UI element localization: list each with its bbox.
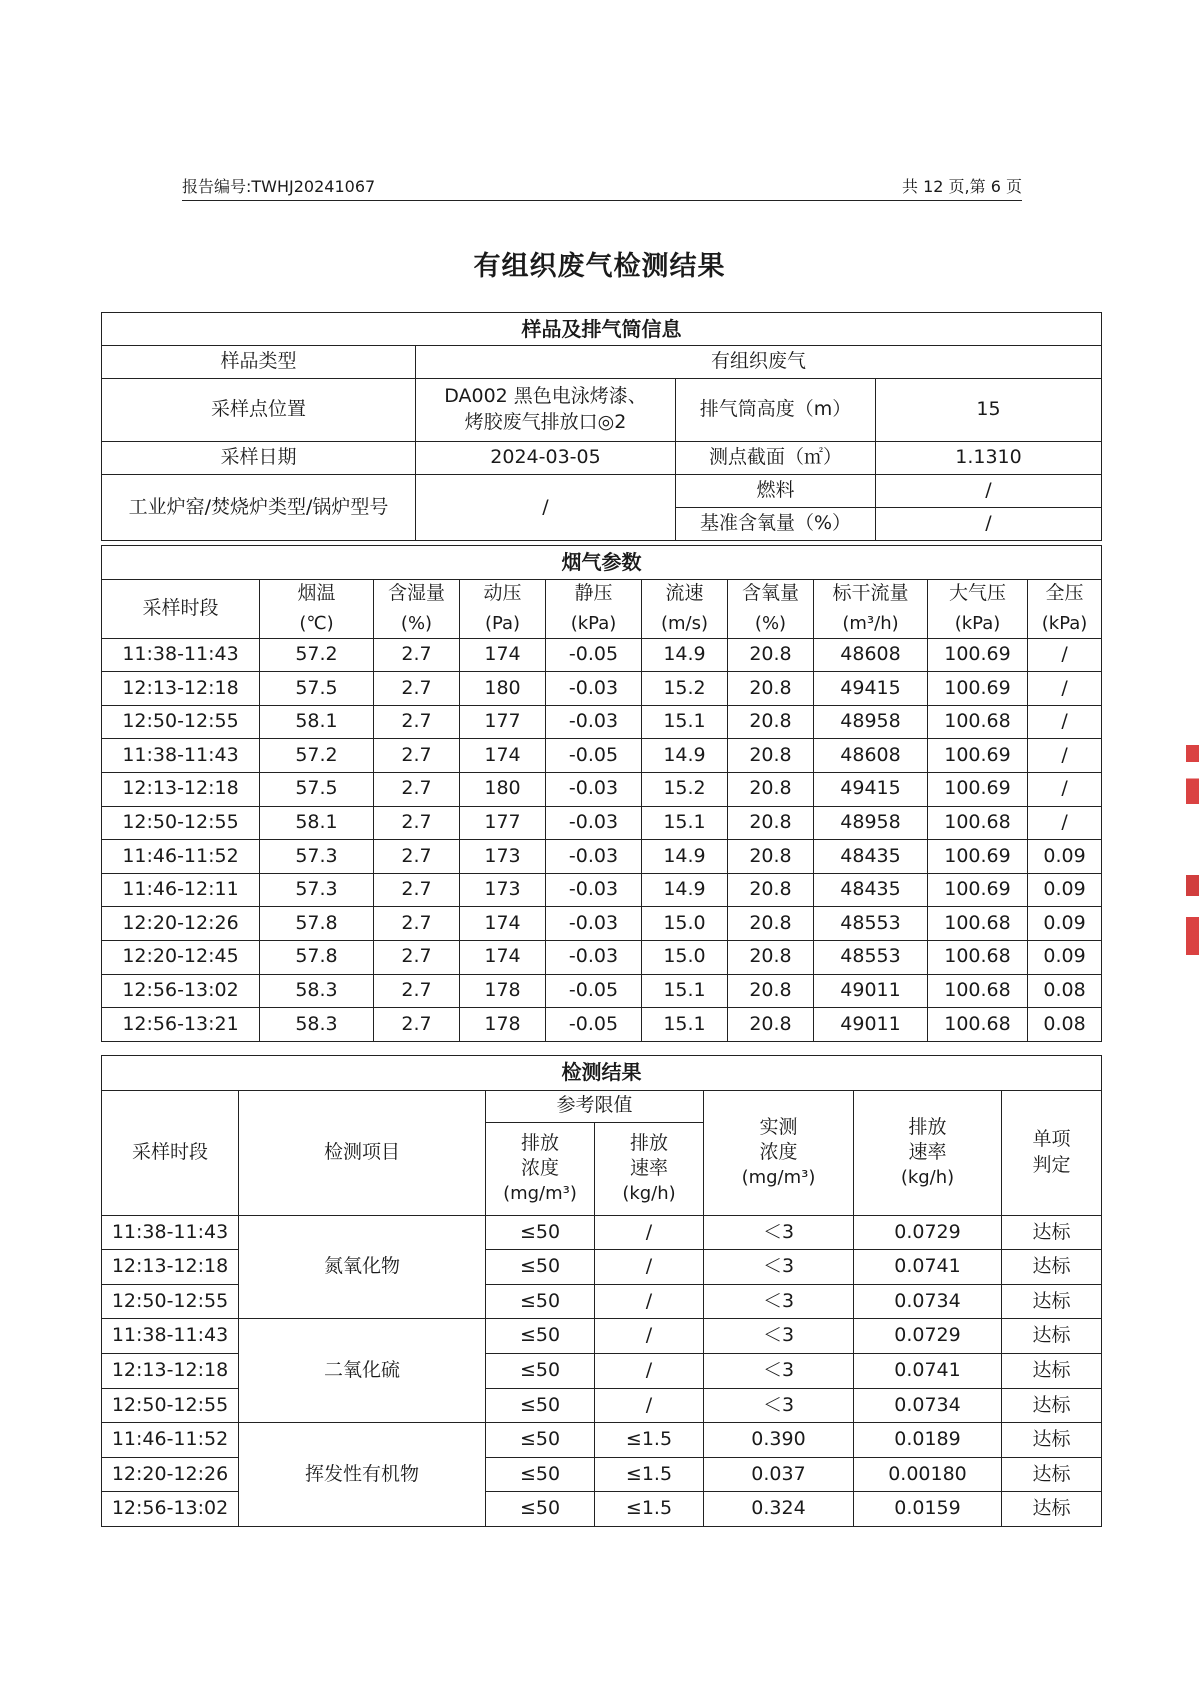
flue-gas-header-cell xyxy=(460,579,546,638)
flue-gas-cell: 100.69 xyxy=(928,873,1028,907)
header-unit: (℃) xyxy=(299,613,334,635)
flue-gas-cell: 0.08 xyxy=(1028,1008,1102,1042)
result-cell: 0.0729 xyxy=(854,1319,1002,1354)
flue-gas-cell: 2.7 xyxy=(374,672,460,706)
result-cell: 达标 xyxy=(1002,1284,1102,1319)
flue-gas-cell: 14.9 xyxy=(642,739,728,773)
result-time: 12:13-12:18 xyxy=(102,1353,239,1388)
results-header-ref-rate xyxy=(595,1122,704,1215)
result-cell: ≤50 xyxy=(486,1284,595,1319)
red-seal-stamp xyxy=(1186,745,1199,955)
results-body xyxy=(102,1215,1102,1526)
flue-gas-cell: 15.1 xyxy=(642,1008,728,1042)
h-ref-rate-3: (kg/h) xyxy=(622,1183,676,1205)
result-cell: ＜3 xyxy=(704,1388,854,1423)
flue-gas-cell: 48435 xyxy=(814,873,928,907)
result-cell: 0.0734 xyxy=(854,1388,1002,1423)
result-cell: ≤50 xyxy=(486,1423,595,1458)
flue-gas-header-row xyxy=(102,579,1102,638)
flue-gas-table xyxy=(101,545,1102,1042)
flue-gas-cell: 49415 xyxy=(814,672,928,706)
table-row xyxy=(102,672,1102,706)
sample-info-table xyxy=(101,312,1102,541)
flue-gas-cell: 12:13-12:18 xyxy=(102,772,260,806)
sample-info-title: 样品及排气筒信息 xyxy=(102,313,1102,346)
flue-gas-cell: 48435 xyxy=(814,840,928,874)
result-item: 二氧化硫 xyxy=(239,1319,486,1423)
flue-gas-cell: 20.8 xyxy=(728,1008,814,1042)
flue-gas-cell: 57.5 xyxy=(260,672,374,706)
flue-gas-cell: 15.1 xyxy=(642,806,728,840)
result-cell: 达标 xyxy=(1002,1215,1102,1250)
flue-gas-cell: / xyxy=(1028,705,1102,739)
flue-gas-cell: 57.8 xyxy=(260,907,374,941)
flue-gas-cell: 58.3 xyxy=(260,974,374,1008)
result-cell: ≤50 xyxy=(486,1319,595,1354)
table-row xyxy=(102,873,1102,907)
result-cell: ＜3 xyxy=(704,1250,854,1285)
result-cell: 0.0159 xyxy=(854,1492,1002,1527)
result-cell: 0.0741 xyxy=(854,1250,1002,1285)
flue-gas-header-cell xyxy=(260,579,374,638)
result-cell: 达标 xyxy=(1002,1388,1102,1423)
flue-gas-header-cell xyxy=(1028,579,1102,638)
result-time: 11:46-11:52 xyxy=(102,1423,239,1458)
results-header-time: 采样时段 xyxy=(102,1090,239,1215)
h-judge-2: 判定 xyxy=(1032,1153,1071,1176)
header-name: 含氧量 xyxy=(741,581,799,604)
flue-gas-cell: 15.0 xyxy=(642,907,728,941)
flue-gas-cell: 2.7 xyxy=(374,907,460,941)
flue-gas-cell: -0.03 xyxy=(546,940,642,974)
flue-gas-cell: 20.8 xyxy=(728,974,814,1008)
flue-gas-cell: 100.69 xyxy=(928,840,1028,874)
result-cell: 0.037 xyxy=(704,1457,854,1492)
results-header-rate xyxy=(854,1090,1002,1215)
result-item: 挥发性有机物 xyxy=(239,1423,486,1527)
table-row xyxy=(102,1008,1102,1042)
flue-gas-cell: 15.1 xyxy=(642,705,728,739)
flue-gas-cell: 2.7 xyxy=(374,772,460,806)
result-cell: / xyxy=(595,1250,704,1285)
flue-gas-cell: 12:13-12:18 xyxy=(102,672,260,706)
flue-gas-cell: 2.7 xyxy=(374,739,460,773)
flue-gas-cell: 100.69 xyxy=(928,672,1028,706)
flue-gas-cell: 15.0 xyxy=(642,940,728,974)
flue-gas-cell: 174 xyxy=(460,739,546,773)
result-time: 12:13-12:18 xyxy=(102,1250,239,1285)
flue-gas-cell: 57.8 xyxy=(260,940,374,974)
flue-gas-cell: 100.69 xyxy=(928,739,1028,773)
header-unit: (kPa) xyxy=(570,613,617,635)
flue-gas-cell: 48553 xyxy=(814,907,928,941)
result-time: 11:38-11:43 xyxy=(102,1319,239,1354)
flue-gas-cell: -0.03 xyxy=(546,907,642,941)
result-cell: 达标 xyxy=(1002,1250,1102,1285)
result-cell: ≤50 xyxy=(486,1215,595,1250)
result-cell: 达标 xyxy=(1002,1457,1102,1492)
flue-gas-cell: 49011 xyxy=(814,974,928,1008)
flue-gas-header-cell xyxy=(102,579,260,638)
flue-gas-cell: 20.8 xyxy=(728,907,814,941)
result-time: 12:50-12:55 xyxy=(102,1388,239,1423)
flue-gas-body xyxy=(102,638,1102,1041)
header-name: 静压 xyxy=(574,581,613,604)
flue-gas-cell: 2.7 xyxy=(374,1008,460,1042)
flue-gas-cell: -0.05 xyxy=(546,638,642,672)
flue-gas-cell: 174 xyxy=(460,638,546,672)
header-name: 标干流量 xyxy=(832,581,909,604)
header-name: 烟温 xyxy=(297,581,336,604)
flue-gas-cell: -0.03 xyxy=(546,873,642,907)
location-line-2: 烤胶废气排放口◎2 xyxy=(464,411,627,433)
flue-gas-cell: / xyxy=(1028,638,1102,672)
result-cell: 达标 xyxy=(1002,1423,1102,1458)
flue-gas-cell: 20.8 xyxy=(728,638,814,672)
flue-gas-cell: -0.03 xyxy=(546,705,642,739)
table-row xyxy=(102,1423,1102,1458)
flue-gas-cell: 12:50-12:55 xyxy=(102,806,260,840)
page-title: 有组织废气检测结果 xyxy=(473,251,726,282)
result-cell: 0.0189 xyxy=(854,1423,1002,1458)
table-row xyxy=(102,739,1102,773)
furnace-value: / xyxy=(416,475,676,541)
header-unit: (kPa) xyxy=(1041,613,1088,635)
table-row xyxy=(102,840,1102,874)
flue-gas-cell: 20.8 xyxy=(728,806,814,840)
flue-gas-cell: 2.7 xyxy=(374,840,460,874)
table-row xyxy=(102,806,1102,840)
header-name: 全压 xyxy=(1045,581,1084,604)
flue-gas-cell: 100.68 xyxy=(928,940,1028,974)
flue-gas-title: 烟气参数 xyxy=(102,546,1102,580)
result-cell: 达标 xyxy=(1002,1353,1102,1388)
flue-gas-cell: -0.05 xyxy=(546,1008,642,1042)
flue-gas-cell: 12:20-12:45 xyxy=(102,940,260,974)
location-label: 采样点位置 xyxy=(102,379,416,442)
flue-gas-cell: 0.09 xyxy=(1028,907,1102,941)
flue-gas-cell: 11:46-11:52 xyxy=(102,840,260,874)
flue-gas-cell: / xyxy=(1028,739,1102,773)
flue-gas-cell: 48958 xyxy=(814,806,928,840)
flue-gas-cell: 14.9 xyxy=(642,873,728,907)
table-row xyxy=(102,974,1102,1008)
flue-gas-cell: 12:50-12:55 xyxy=(102,705,260,739)
report-number: 报告编号:TWHJ20241067 xyxy=(182,177,376,196)
flue-gas-cell: 180 xyxy=(460,672,546,706)
page-info: 共 12 页,第 6 页 xyxy=(902,177,1022,196)
results-header-judgement xyxy=(1002,1090,1102,1215)
fuel-value: / xyxy=(876,475,1102,508)
stack-height-label: 排气筒高度（m） xyxy=(676,379,876,442)
flue-gas-cell: 2.7 xyxy=(374,806,460,840)
flue-gas-cell: -0.05 xyxy=(546,739,642,773)
flue-gas-cell: 15.1 xyxy=(642,974,728,1008)
result-cell: ≤1.5 xyxy=(595,1457,704,1492)
flue-gas-cell: 100.68 xyxy=(928,907,1028,941)
header-unit: (kPa) xyxy=(954,613,1001,635)
header-unit: (Pa) xyxy=(484,613,521,635)
flue-gas-cell: 2.7 xyxy=(374,873,460,907)
flue-gas-cell: 11:38-11:43 xyxy=(102,638,260,672)
header-unit: (%) xyxy=(400,613,433,635)
flue-gas-cell: 2.7 xyxy=(374,940,460,974)
flue-gas-cell: 12:20-12:26 xyxy=(102,907,260,941)
flue-gas-cell: 49011 xyxy=(814,1008,928,1042)
results-table xyxy=(101,1055,1102,1527)
flue-gas-cell: -0.03 xyxy=(546,772,642,806)
result-cell: 0.324 xyxy=(704,1492,854,1527)
result-cell: ＜3 xyxy=(704,1319,854,1354)
flue-gas-cell: 2.7 xyxy=(374,974,460,1008)
flue-gas-cell: 2.7 xyxy=(374,705,460,739)
flue-gas-cell: 15.2 xyxy=(642,772,728,806)
header-unit: (m³/h) xyxy=(842,613,899,635)
results-header-item: 检测项目 xyxy=(239,1090,486,1215)
report-header xyxy=(182,172,1022,201)
h-judge-1: 单项 xyxy=(1032,1127,1071,1150)
h-rate-1: 排放 xyxy=(908,1115,947,1138)
result-cell: 0.0734 xyxy=(854,1284,1002,1319)
results-header-ref: 参考限值 xyxy=(486,1090,704,1122)
location-line-1: DA002 黑色电泳烤漆、 xyxy=(444,385,647,408)
fuel-label: 燃料 xyxy=(676,475,876,508)
flue-gas-cell: 174 xyxy=(460,907,546,941)
result-cell: 0.0729 xyxy=(854,1215,1002,1250)
header-name: 流速 xyxy=(665,581,704,604)
flue-gas-cell: 57.5 xyxy=(260,772,374,806)
results-title: 检测结果 xyxy=(102,1056,1102,1091)
flue-gas-cell: 177 xyxy=(460,705,546,739)
result-cell: / xyxy=(595,1284,704,1319)
flue-gas-cell: 177 xyxy=(460,806,546,840)
result-cell: ≤50 xyxy=(486,1388,595,1423)
flue-gas-cell: 20.8 xyxy=(728,672,814,706)
h-rate-2: 速率 xyxy=(908,1141,947,1164)
flue-gas-cell: 48608 xyxy=(814,739,928,773)
flue-gas-cell: 100.69 xyxy=(928,772,1028,806)
flue-gas-cell: / xyxy=(1028,672,1102,706)
flue-gas-header-cell xyxy=(928,579,1028,638)
flue-gas-cell: 100.68 xyxy=(928,806,1028,840)
flue-gas-cell: -0.05 xyxy=(546,974,642,1008)
section-area-label: 测点截面（㎡） xyxy=(676,442,876,475)
result-cell: 0.0741 xyxy=(854,1353,1002,1388)
location-value xyxy=(416,379,676,442)
result-cell: 达标 xyxy=(1002,1319,1102,1354)
h-rate-3: (kg/h) xyxy=(900,1167,955,1189)
result-time: 11:38-11:43 xyxy=(102,1215,239,1250)
flue-gas-cell: 20.8 xyxy=(728,739,814,773)
flue-gas-cell: 57.3 xyxy=(260,873,374,907)
flue-gas-cell: -0.03 xyxy=(546,672,642,706)
result-cell: ＜3 xyxy=(704,1284,854,1319)
header-name: 采样时段 xyxy=(142,596,219,619)
h-ref-rate-1: 排放 xyxy=(629,1131,668,1154)
results-header-measured xyxy=(704,1090,854,1215)
result-time: 12:50-12:55 xyxy=(102,1284,239,1319)
flue-gas-cell: 57.2 xyxy=(260,739,374,773)
result-cell: ≤50 xyxy=(486,1492,595,1527)
result-cell: 达标 xyxy=(1002,1492,1102,1527)
result-item: 氮氧化物 xyxy=(239,1215,486,1319)
flue-gas-cell: 48608 xyxy=(814,638,928,672)
h-meas-2: 浓度 xyxy=(759,1141,798,1164)
header-unit: (%) xyxy=(754,613,787,635)
flue-gas-header-cell xyxy=(814,579,928,638)
result-cell: / xyxy=(595,1388,704,1423)
section-area-value: 1.1310 xyxy=(876,442,1102,475)
results-header-ref-conc xyxy=(486,1122,595,1215)
flue-gas-cell: 180 xyxy=(460,772,546,806)
flue-gas-cell: 0.09 xyxy=(1028,840,1102,874)
h-ref-rate-2: 速率 xyxy=(629,1157,668,1180)
result-time: 12:20-12:26 xyxy=(102,1457,239,1492)
flue-gas-cell: 14.9 xyxy=(642,638,728,672)
flue-gas-cell: 174 xyxy=(460,940,546,974)
h-ref-conc-2: 浓度 xyxy=(520,1157,559,1180)
flue-gas-header-cell xyxy=(728,579,814,638)
flue-gas-cell: 0.08 xyxy=(1028,974,1102,1008)
flue-gas-cell: 173 xyxy=(460,840,546,874)
header-unit: (m/s) xyxy=(660,613,709,635)
flue-gas-cell: 100.68 xyxy=(928,1008,1028,1042)
h-ref-conc-1: 排放 xyxy=(520,1131,559,1154)
table-row xyxy=(102,1319,1102,1354)
header-name: 大气压 xyxy=(948,581,1006,604)
result-cell: / xyxy=(595,1215,704,1250)
oxygen-ref-label: 基准含氧量（%） xyxy=(676,508,876,541)
result-cell: / xyxy=(595,1353,704,1388)
flue-gas-cell: 11:46-12:11 xyxy=(102,873,260,907)
flue-gas-cell: 58.1 xyxy=(260,705,374,739)
table-row xyxy=(102,772,1102,806)
flue-gas-cell: 14.9 xyxy=(642,840,728,874)
flue-gas-header-cell xyxy=(642,579,728,638)
flue-gas-cell: 20.8 xyxy=(728,940,814,974)
flue-gas-cell: 100.68 xyxy=(928,705,1028,739)
flue-gas-cell: 57.2 xyxy=(260,638,374,672)
flue-gas-header-cell xyxy=(374,579,460,638)
flue-gas-cell: 20.8 xyxy=(728,873,814,907)
flue-gas-cell: 48553 xyxy=(814,940,928,974)
h-meas-3: (mg/m³) xyxy=(741,1167,816,1189)
flue-gas-cell: 173 xyxy=(460,873,546,907)
flue-gas-cell: -0.03 xyxy=(546,806,642,840)
flue-gas-cell: 0.09 xyxy=(1028,940,1102,974)
result-cell: ＜3 xyxy=(704,1215,854,1250)
result-cell: ＜3 xyxy=(704,1353,854,1388)
flue-gas-cell: 20.8 xyxy=(728,772,814,806)
flue-gas-cell: 49415 xyxy=(814,772,928,806)
result-cell: ≤50 xyxy=(486,1250,595,1285)
result-cell: ≤1.5 xyxy=(595,1423,704,1458)
table-row xyxy=(102,1215,1102,1250)
result-time: 12:56-13:02 xyxy=(102,1492,239,1527)
flue-gas-cell: 178 xyxy=(460,1008,546,1042)
flue-gas-cell: 100.69 xyxy=(928,638,1028,672)
flue-gas-cell: 100.68 xyxy=(928,974,1028,1008)
flue-gas-cell: 48958 xyxy=(814,705,928,739)
flue-gas-header-cell xyxy=(546,579,642,638)
furnace-label: 工业炉窑/焚烧炉类型/锅炉型号 xyxy=(102,475,416,541)
sample-type-value: 有组织废气 xyxy=(416,346,1102,379)
flue-gas-cell: 11:38-11:43 xyxy=(102,739,260,773)
result-cell: / xyxy=(595,1319,704,1354)
flue-gas-cell: 12:56-13:21 xyxy=(102,1008,260,1042)
result-cell: 0.390 xyxy=(704,1423,854,1458)
table-row xyxy=(102,907,1102,941)
flue-gas-cell: 0.09 xyxy=(1028,873,1102,907)
flue-gas-cell: 20.8 xyxy=(728,705,814,739)
flue-gas-cell: 57.3 xyxy=(260,840,374,874)
header-name: 动压 xyxy=(483,581,522,604)
table-row xyxy=(102,638,1102,672)
flue-gas-cell: 12:56-13:02 xyxy=(102,974,260,1008)
result-cell: 0.00180 xyxy=(854,1457,1002,1492)
flue-gas-cell: / xyxy=(1028,772,1102,806)
sample-type-label: 样品类型 xyxy=(102,346,416,379)
flue-gas-cell: 15.2 xyxy=(642,672,728,706)
h-meas-1: 实测 xyxy=(759,1115,798,1138)
h-ref-conc-3: (mg/m³) xyxy=(503,1183,577,1205)
oxygen-ref-value: / xyxy=(876,508,1102,541)
flue-gas-cell: -0.03 xyxy=(546,840,642,874)
table-row xyxy=(102,940,1102,974)
table-row xyxy=(102,705,1102,739)
stack-height-value: 15 xyxy=(876,379,1102,442)
flue-gas-cell: 178 xyxy=(460,974,546,1008)
flue-gas-cell: / xyxy=(1028,806,1102,840)
flue-gas-cell: 20.8 xyxy=(728,840,814,874)
header-name: 含湿量 xyxy=(387,581,445,604)
flue-gas-cell: 2.7 xyxy=(374,638,460,672)
result-cell: ≤50 xyxy=(486,1353,595,1388)
date-label: 采样日期 xyxy=(102,442,416,475)
result-cell: ≤1.5 xyxy=(595,1492,704,1527)
flue-gas-cell: 58.3 xyxy=(260,1008,374,1042)
result-cell: ≤50 xyxy=(486,1457,595,1492)
date-value: 2024-03-05 xyxy=(416,442,676,475)
flue-gas-cell: 58.1 xyxy=(260,806,374,840)
